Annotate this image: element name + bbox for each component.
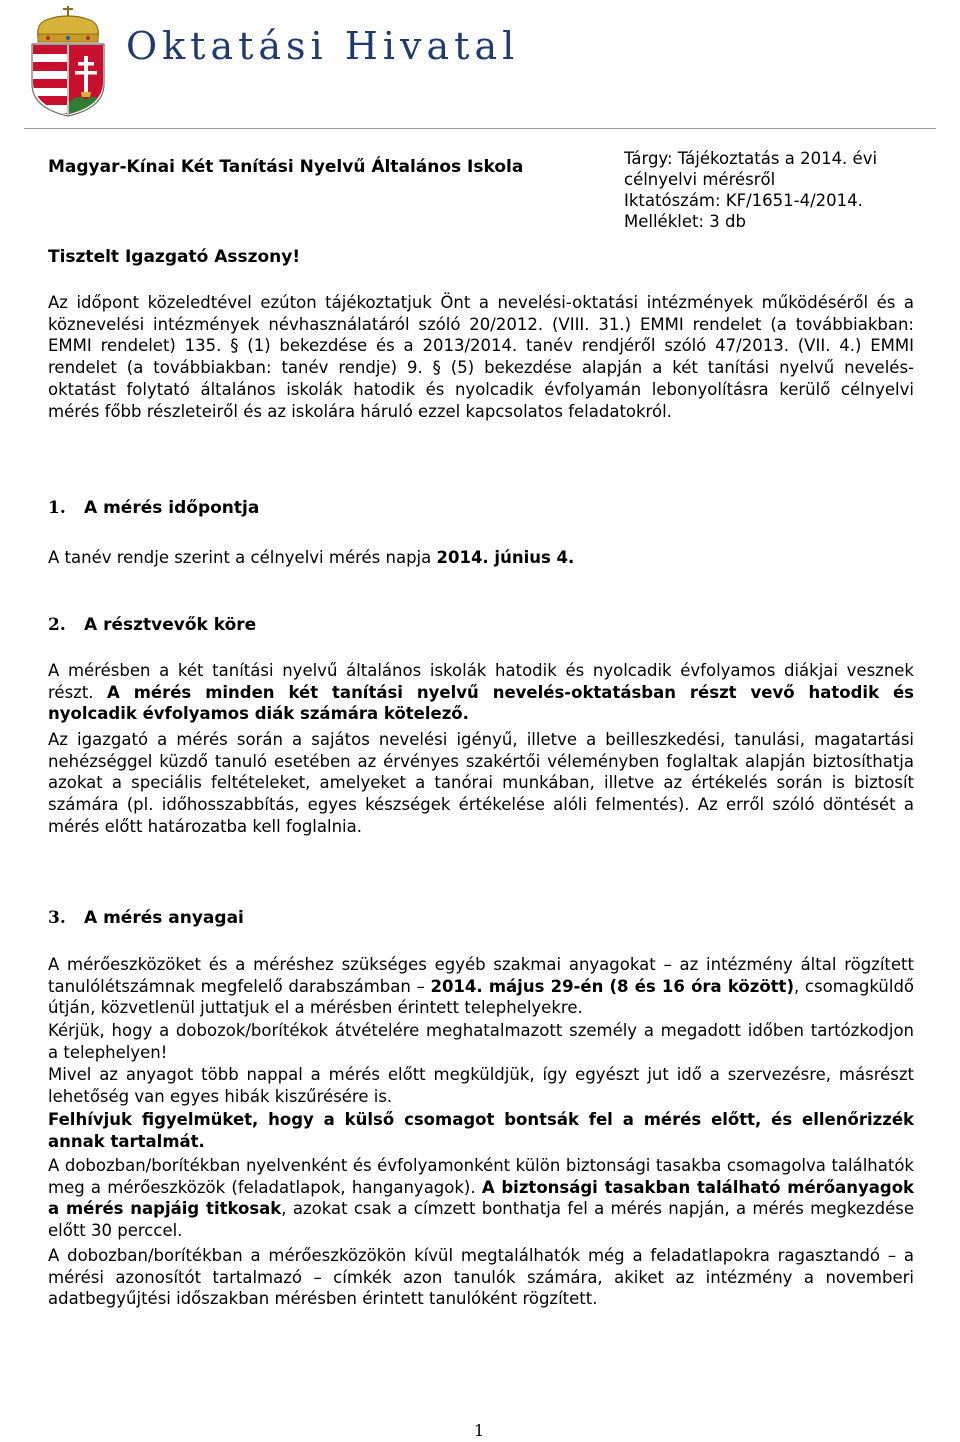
intro-paragraph: Az időpont közeledtével ezúton tájékoztatjuk Önt a nevelési-oktatási intézmények működéséről és a köznevelési intézmények névhasználatáról szóló 20/2012. (VIII. 31.) EMMI rendelet (a továbbiakban: EMMI rendelet) 135. § (1) bekezdése és a 2013/2014. tanév rendjéről szóló 47/2013. (VII. 4.) EMMI rendelet (a továbbiakban: tanév rendje) 9. § (5) bekezdése alapján a két tanítási nyelvű nevelés-oktatást folytató általános iskolák hatodik és nyolcadik évfolyamán lebonyolításra kerülő célnyelvi mérés főbb részleteiről és az iskolára háruló ezzel kapcsolatos feladatokról. (48, 293, 914, 421)
section-1-text (48, 547, 914, 569)
subject-block (624, 148, 924, 232)
measurement-date: 2014. június 4. (436, 548, 575, 567)
recipient-school: Magyar-Kínai Két Tanítási Nyelvű Általános Iskola (48, 157, 524, 177)
greeting: Tisztelt Igazgató Asszony! (48, 247, 301, 267)
materials-text: A mérőeszközöket és a méréshez szükséges egyéb szakmai anyagokat – az intézmény által rögzített tanulólétszámnak megfelelő darabszámban – (48, 955, 914, 996)
section-2-paragraph-1 (48, 660, 914, 725)
section-title: A mérés anyagai (84, 908, 244, 928)
section-title: A mérés időpontja (84, 498, 260, 518)
section-number: 2. (48, 615, 66, 635)
section-3-paragraph-3: Mivel az anyagot több nappal a mérés előtt megküldjük, így egyészt jut idő a szervezésre, másrészt lehetőség van egyes hibák kiszűrésére is. (48, 1065, 914, 1106)
section-3-paragraph-2: Kérjük, hogy a dobozok/borítékok átvételére meghatalmazott személy a megadott időben tartózkodjon a telephelyen! (48, 1021, 914, 1062)
subject-line: Tárgy: Tájékoztatás a 2014. évi (624, 149, 878, 168)
participants-text: A mérésben a két tanítási nyelvű általános iskolák hatodik és nyolcadik évfolyamos diákjai vesznek részt. (48, 661, 914, 702)
org-title: Oktatási Hivatal (126, 24, 520, 68)
shield-icon (32, 44, 104, 118)
crown-icon (38, 6, 99, 42)
section-3-paragraph-5 (48, 1155, 914, 1242)
section-1-sentence: A tanév rendje szerint a célnyelvi mérés napja (48, 548, 437, 567)
section-3-paragraph-6: A dobozban/borítékban a mérőeszközökön kívül megtalálhatók még a feladatlapokra ragasztandó – a mérési azonosítót tartalmazó – címkék azon tanulók számára, akiket az intézmény a novemberi adatbegyűjtési időszakban mérésben érintett tanulóként rögzített. (48, 1246, 914, 1309)
section-2-heading (48, 615, 256, 635)
packaging-text-tail: , azokat csak a címzett bonthatja fel a mérés napján, a mérés megkezdése előtt 30 perccel. (48, 1199, 914, 1241)
header-divider (24, 128, 936, 129)
section-2-paragraph-2: Az igazgató a mérés során a sajátos nevelési igényű, illetve a beilleszkedési, tanulási, magatartási nehézséggel küzdő tanuló esetében az érvényes szakértői véleményben foglaltak alapján biztosíthatja azokat a speciális feltételeket, amelyeket a tanórai munkában, illetve az értékelés során is biztosít számára (pl. időhosszabbítás, egyes készségek értékelése alóli felmentés). Az erről szóló döntését a mérés előtt határozatba kell foglalnia. (48, 730, 914, 836)
section-number: 3. (48, 908, 66, 928)
coat-of-arms-icon (26, 4, 110, 118)
attachments: Melléklet: 3 db (624, 212, 746, 231)
section-3-paragraph-4 (48, 1109, 914, 1152)
delivery-date: 2014. május 29-én (8 és 16 óra között) (430, 976, 794, 996)
section-3-heading (48, 908, 244, 928)
section-number: 1. (48, 498, 66, 518)
subject-line: célnyelvi mérésről (624, 170, 776, 189)
mandatory-notice: A mérés minden két tanítási nyelvű nevelés-oktatásban részt vevő hatodik és nyolcadik évfolyamos diák számára kötelező. (48, 682, 914, 724)
inspection-notice: Felhívjuk figyelmüket, hogy a külső csomagot bontsák fel a mérés előtt, és ellenőrizzék annak tartalmát. (48, 1110, 914, 1151)
section-title: A résztvevők köre (84, 615, 257, 635)
section-3-paragraph-1 (48, 954, 914, 1019)
packaging-text: A dobozban/borítékban nyelvenként és évfolyamonként külön biztonsági tasakba csomagolva találhatók meg a mérőeszközök (feladatlapok, hanganyagok). (48, 1156, 914, 1197)
page-number: 1 (474, 1421, 485, 1440)
confidentiality-notice: A biztonsági tasakban található mérőanyagok a mérés napjáig titkosak (48, 1177, 915, 1219)
reference-number: Iktatószám: KF/1651-4/2014. (624, 191, 863, 210)
materials-text-tail: , csomagküldő útján, közvetlenül juttatjuk el a mérésben érintett telephelyekre. (48, 976, 915, 1018)
section-1-heading (48, 498, 259, 518)
